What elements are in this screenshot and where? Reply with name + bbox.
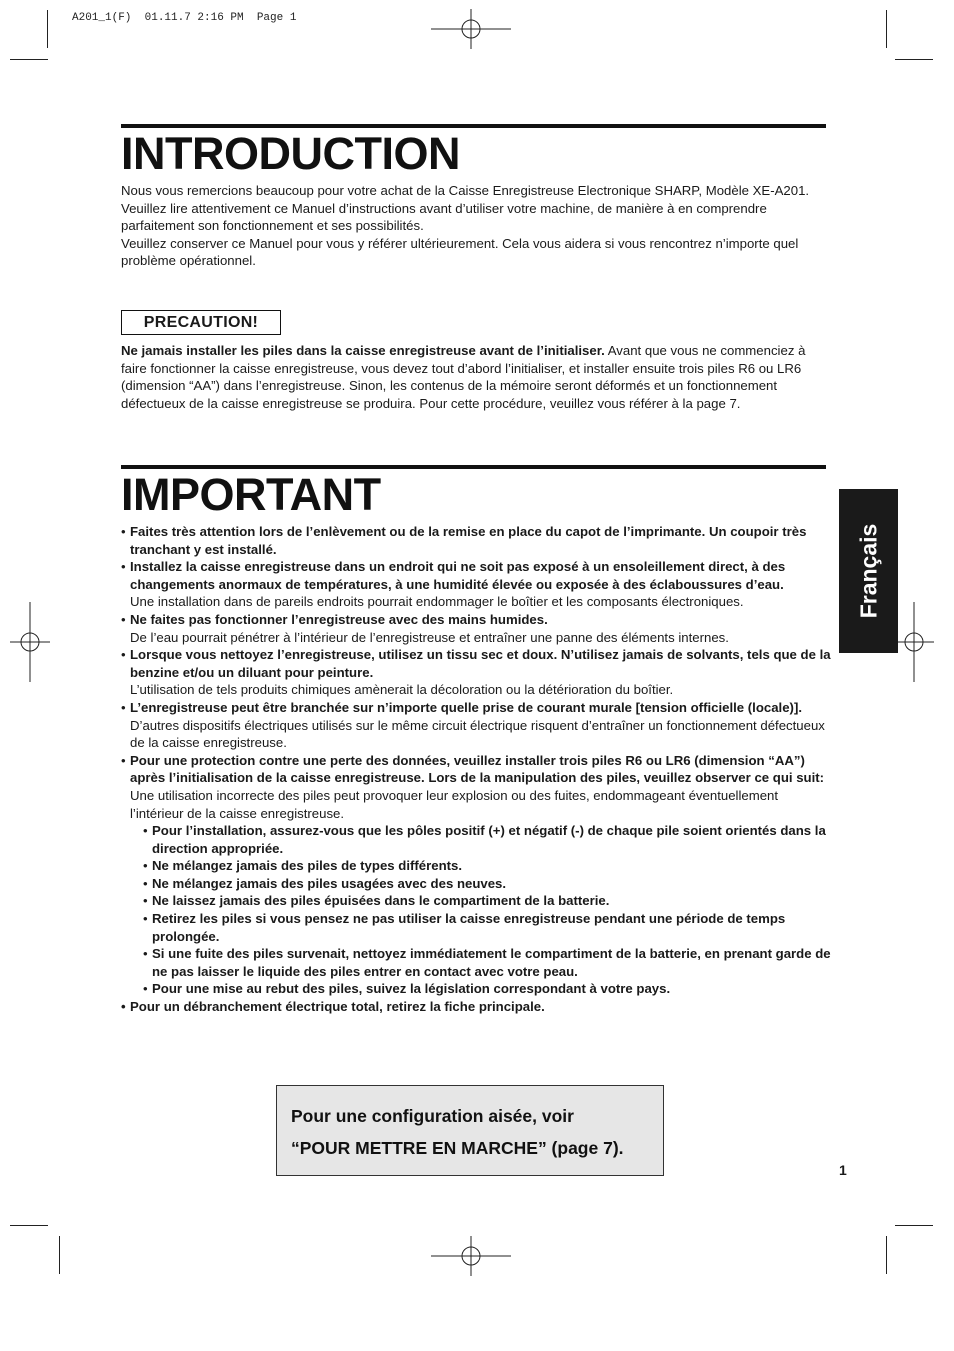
crop-mark bbox=[886, 10, 887, 48]
crop-mark bbox=[47, 10, 48, 48]
item-bold: Ne faites pas fonctionner l’enregistreuse avec des mains humides. bbox=[130, 611, 548, 627]
intro-text bbox=[121, 182, 831, 270]
print-header: A201_1(F) 01.11.7 2:16 PM Page 1 bbox=[72, 12, 297, 24]
crop-mark bbox=[895, 59, 933, 60]
item-note: De l’eau pourrait pénétrer à l’intérieur de l’enregistreuse et entraîner une panne des éléments internes. bbox=[130, 629, 729, 645]
intro-paragraph: Nous vous remercions beaucoup pour votre achat de la Caisse Enregistreuse Electronique SHARP, Modèle XE-A201. bbox=[121, 183, 810, 198]
registration-mark-icon bbox=[431, 9, 511, 49]
language-tab-label: Français bbox=[855, 523, 881, 619]
list-item bbox=[121, 646, 831, 699]
intro-paragraph: Veuillez lire attentivement ce Manuel d’instructions avant d’utiliser votre machine, de manière à en comprendre parfaitement son fonctionnement et ses possibilités. bbox=[121, 200, 767, 234]
item-bold: Pour un débranchement électrique total, retirez la fiche principale. bbox=[130, 999, 545, 1015]
important-title: IMPORTANT bbox=[121, 469, 381, 520]
list-item bbox=[121, 699, 831, 752]
bullet: • bbox=[143, 946, 148, 962]
important-list bbox=[121, 523, 831, 1016]
sub-item-text: Pour une mise au rebut des piles, suivez la législation correspondant à votre pays. bbox=[152, 981, 671, 997]
bullet: • bbox=[143, 875, 148, 891]
sub-list-item bbox=[121, 875, 831, 893]
list-item bbox=[121, 998, 831, 1016]
bullet: • bbox=[143, 823, 148, 839]
bullet: • bbox=[143, 893, 148, 909]
callout-line: “POUR METTRE EN MARCHE” (page 7). bbox=[291, 1138, 624, 1158]
bullet: • bbox=[121, 999, 126, 1015]
sub-item-text: Pour l’installation, assurez-vous que les pôles positif (+) et négatif (-) de chaque pile soient orientés dans la direction appropriée. bbox=[152, 823, 826, 856]
bullet: • bbox=[121, 524, 126, 539]
list-item bbox=[121, 523, 831, 558]
item-bold: Lorsque vous nettoyez l’enregistreuse, utilisez un tissu sec et doux. N’utilisez jamais de solvants, tels que de la benzine et/ou un diluant pour peinture. bbox=[130, 647, 831, 680]
sub-list-item bbox=[121, 857, 831, 875]
crop-mark bbox=[10, 1225, 48, 1226]
bullet: • bbox=[121, 559, 126, 575]
sub-list-item bbox=[121, 822, 831, 857]
item-bold: Faites très attention lors de l’enlèvement ou de la remise en place du capot de l’imprimante. Un coupoir très tranchant y est installé. bbox=[130, 524, 807, 557]
sub-item-text: Ne mélangez jamais des piles de types différents. bbox=[152, 858, 463, 874]
callout-line: Pour une configuration aisée, voir bbox=[291, 1106, 574, 1126]
item-note: L’utilisation de tels produits chimiques amènerait la décoloration ou la détérioration du boîtier. bbox=[130, 682, 674, 698]
intro-paragraph: Veuillez conserver ce Manuel pour vous y référer ultérieurement. Cela vous aidera si vous rencontrez n’importe quel problème opérationnel. bbox=[121, 235, 799, 269]
list-item bbox=[121, 752, 831, 822]
bullet: • bbox=[143, 981, 148, 997]
item-note: Une utilisation incorrecte des piles peut provoquer leur explosion ou des fuites, endommageant éventuellement l’intérieur de la caisse enregistreuse. bbox=[130, 787, 779, 821]
item-note: D’autres dispositifs électriques utilisés sur le même circuit électrique risquent d’entraîner un fonctionnement défectueux de la caisse enregistreuse. bbox=[130, 717, 825, 751]
list-item bbox=[121, 558, 831, 611]
precaution-body: Avant que vous ne commenciez à faire fonctionner la caisse enregistreuse, vous devez tout d’abord l’initialiser, et installer ensuite trois piles R6 ou LR6 (dimension “AA”) dans l’enregistreuse. Sinon, les contenus de la mémoire seront déformés et un fonctionnement défectueux de la caisse enregistreuse se produira. Pour cette procédure, veuillez vous référer à la page 7. bbox=[121, 343, 806, 411]
sub-item-text: Retirez les piles si vous pensez ne pas utiliser la caisse enregistreuse pendant une période de temps prolongée. bbox=[152, 911, 786, 944]
bullet: • bbox=[121, 647, 126, 663]
sub-item-text: Ne mélangez jamais des piles usagées avec des neuves. bbox=[152, 875, 507, 891]
precaution-text bbox=[121, 342, 831, 412]
registration-mark-icon bbox=[10, 602, 50, 682]
bullet: • bbox=[121, 752, 126, 768]
item-bold: Pour une protection contre une perte des données, veuillez installer trois piles R6 ou LR6 (dimension “AA”) après l’initialisation de la caisse enregistreuse. Lors de la manipulation des piles, veuillez observer ce qui suit: bbox=[130, 752, 825, 786]
sub-list-item bbox=[121, 945, 831, 980]
crop-mark bbox=[10, 59, 48, 60]
bullet: • bbox=[143, 911, 148, 927]
language-tab bbox=[839, 489, 898, 653]
registration-mark-icon bbox=[431, 1236, 511, 1276]
sub-item-text: Ne laissez jamais des piles épuisées dans le compartiment de la batterie. bbox=[152, 893, 610, 909]
setup-callout bbox=[276, 1085, 664, 1176]
item-bold: Installez la caisse enregistreuse dans un endroit qui ne soit pas exposé à un ensoleillement direct, à des changements anormaux de températures, à une humidité élevée ou exposée à des éclaboussures d’eau. bbox=[130, 559, 786, 592]
sub-list-item bbox=[121, 892, 831, 910]
sub-list-item bbox=[121, 910, 831, 945]
item-note: Une installation dans de pareils endroits pourrait endommager le boîtier et les composants électroniques. bbox=[130, 594, 744, 610]
crop-mark bbox=[886, 1236, 887, 1274]
bullet: • bbox=[121, 699, 126, 715]
bullet: • bbox=[143, 858, 148, 874]
page-number: 1 bbox=[839, 1162, 847, 1178]
sub-list-item bbox=[121, 980, 831, 998]
precaution-bold-lead: Ne jamais installer les piles dans la caisse enregistreuse avant de l’initialiser. bbox=[121, 343, 605, 358]
bullet: • bbox=[121, 611, 126, 627]
crop-mark bbox=[895, 1225, 933, 1226]
precaution-label: PRECAUTION! bbox=[121, 310, 281, 335]
list-item bbox=[121, 611, 831, 646]
sub-item-text: Si une fuite des piles survenait, nettoyez immédiatement le compartiment de la batterie, en prenant garde de ne pas laisser le liquide des piles entrer en contact avec votre peau. bbox=[152, 946, 831, 979]
intro-title: INTRODUCTION bbox=[121, 128, 460, 179]
crop-mark bbox=[59, 1236, 60, 1274]
item-bold: L’enregistreuse peut être branchée sur n’importe quelle prise de courant murale [tension officielle (locale)]. bbox=[130, 699, 803, 715]
registration-mark-icon bbox=[894, 602, 934, 682]
